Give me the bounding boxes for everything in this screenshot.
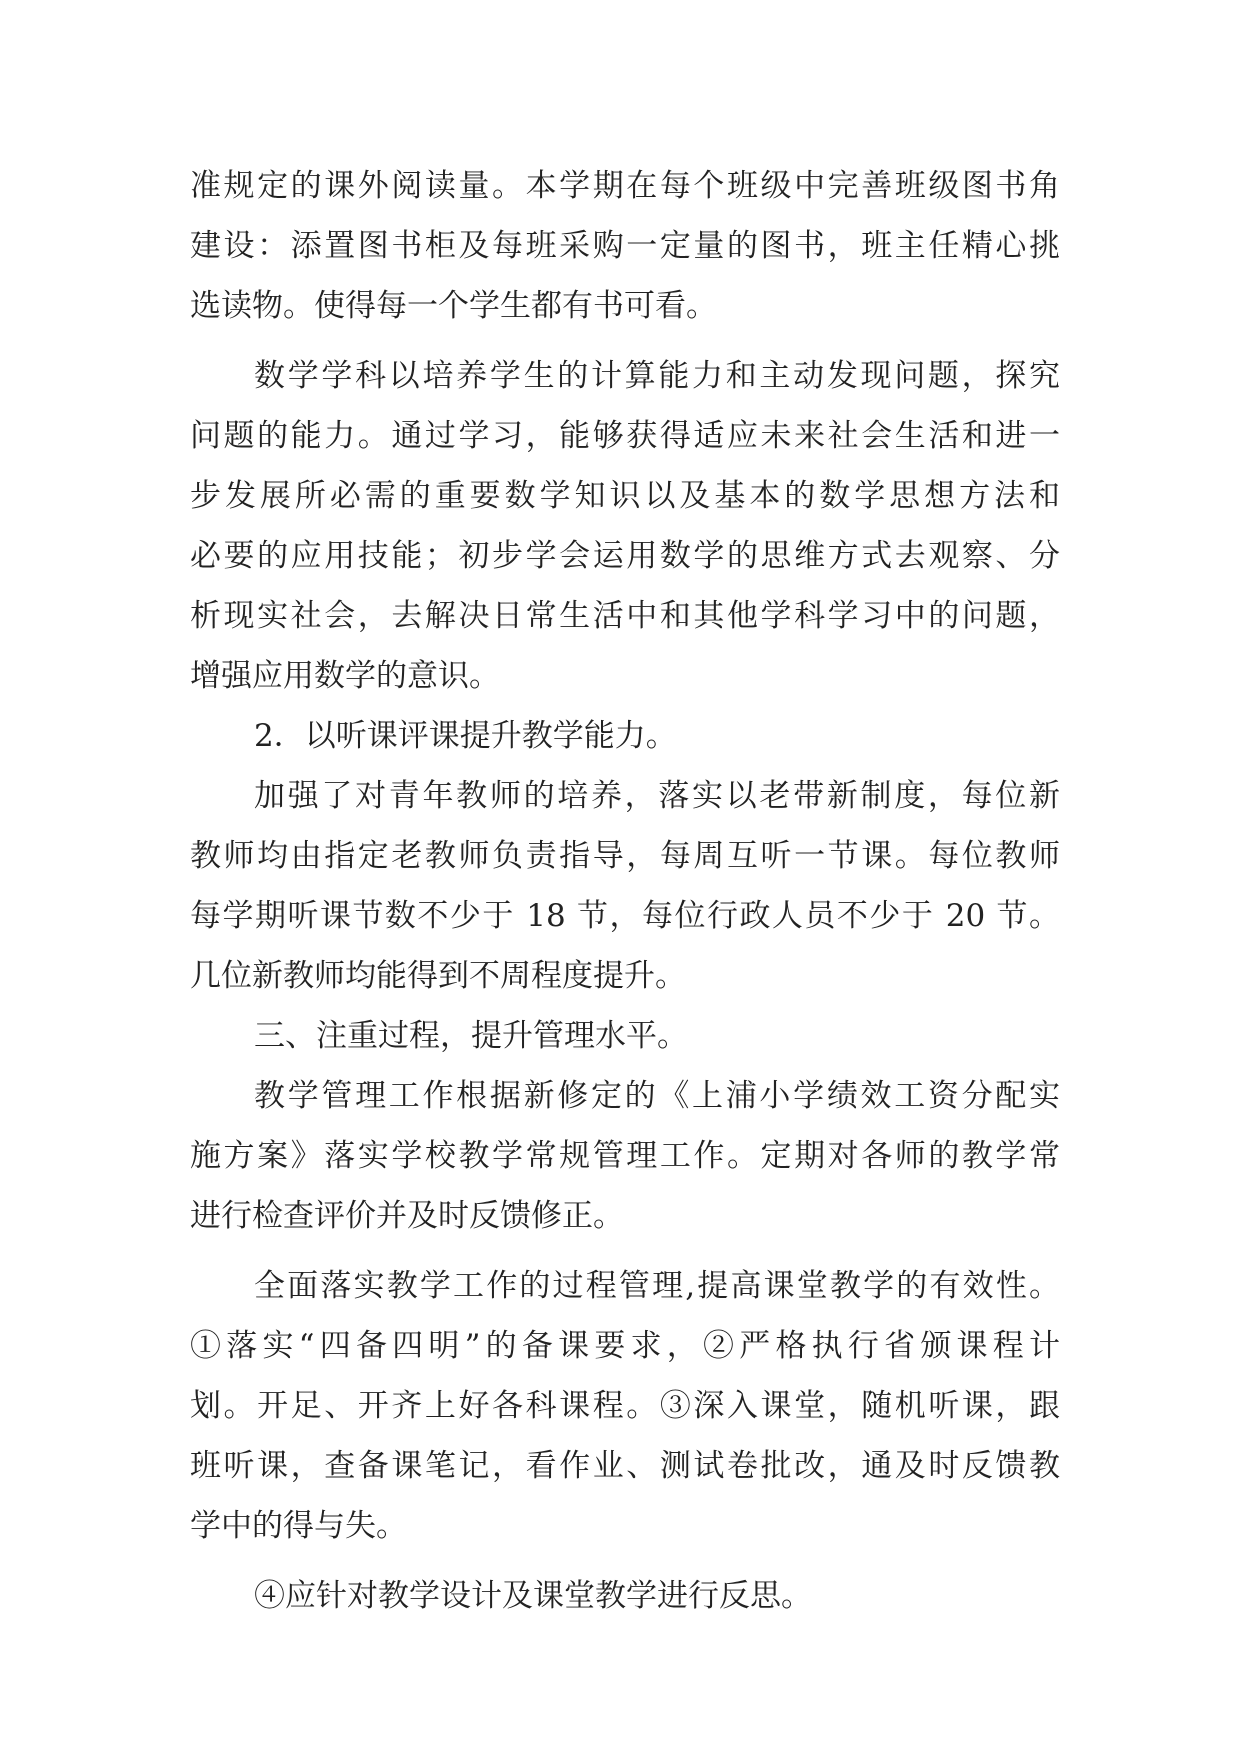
text-line: ①落实“四备四明”的备课要求，②严格执行省颁课程计 — [190, 1328, 1060, 1364]
text-line: 进行检查评价并及时反馈修正。 — [190, 1198, 624, 1234]
text-line: 2．以听课评课提升教学能力。 — [254, 718, 677, 754]
text-line: 析现实社会，去解决日常生活中和其他学科学习中的问题， — [190, 598, 1060, 634]
text-line: 增强应用数学的意识。 — [190, 658, 500, 694]
text-line: 划。开足、开齐上好各科课程。③深入课堂，随机听课，跟 — [190, 1388, 1060, 1424]
document-body — [190, 156, 1060, 1626]
text-line: 施方案》落实学校教学常规管理工作。定期对各师的教学常 — [190, 1138, 1060, 1174]
text-line: 全面落实教学工作的过程管理,提高课堂教学的有效性。 — [254, 1268, 1060, 1304]
text-line: 必要的应用技能；初步学会运用数学的思维方式去观察、分 — [190, 538, 1060, 574]
text-line: ④应针对教学设计及课堂教学进行反思。 — [254, 1578, 812, 1614]
text-line: 教师均由指定老教师负责指导，每周互听一节课。每位教师 — [190, 838, 1060, 874]
text-line: 准规定的课外阅读量。本学期在每个班级中完善班级图书角 — [190, 168, 1060, 204]
paragraph — [190, 1066, 1060, 1246]
text-line: 几位新教师均能得到不周程度提升。 — [190, 958, 686, 994]
section-heading — [190, 706, 1060, 766]
text-line: 问题的能力。通过学习，能够获得适应未来社会生活和进一 — [190, 418, 1060, 454]
text-line: 班听课，查备课笔记，看作业、测试卷批改，通及时反馈教 — [190, 1448, 1060, 1484]
text-line: 建设：添置图书柜及每班采购一定量的图书，班主任精心挑 — [190, 228, 1060, 264]
text-line: 教学管理工作根据新修定的《上浦小学绩效工资分配实 — [254, 1078, 1060, 1114]
text-line: 步发展所必需的重要数学知识以及基本的数学思想方法和 — [190, 478, 1060, 514]
paragraph — [190, 346, 1060, 706]
text-line: 选读物。使得每一个学生都有书可看。 — [190, 288, 717, 324]
text-line: 数学学科以培养学生的计算能力和主动发现问题，探究 — [254, 358, 1060, 394]
paragraph — [190, 1256, 1060, 1556]
text-line: 每学期听课节数不少于 18 节，每位行政人员不少于 20 节。 — [190, 898, 1060, 934]
text-line: 学中的得与失。 — [190, 1508, 407, 1544]
text-line: 加强了对青年教师的培养，落实以老带新制度，每位新 — [254, 778, 1060, 814]
section-heading — [190, 1006, 1060, 1066]
paragraph — [190, 1566, 1060, 1626]
paragraph — [190, 766, 1060, 1006]
paragraph — [190, 156, 1060, 336]
text-line: 三、注重过程，提升管理水平。 — [254, 1018, 688, 1054]
